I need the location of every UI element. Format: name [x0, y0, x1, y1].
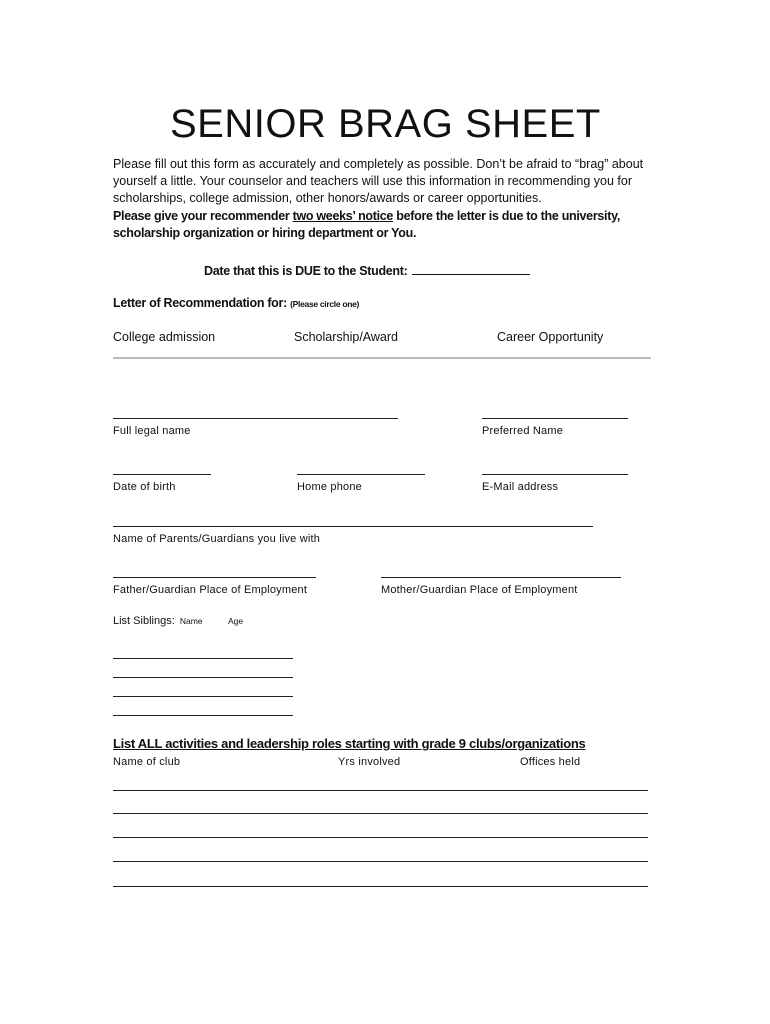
due-date-label: Date that this is DUE to the Student:: [204, 264, 408, 278]
mother-employment-label: Mother/Guardian Place of Employment: [381, 584, 578, 596]
parents-field[interactable]: [113, 526, 593, 527]
activity-line[interactable]: [113, 861, 648, 862]
parents-label: Name of Parents/Guardians you live with: [113, 533, 321, 545]
section-divider: [113, 357, 651, 359]
email-label: E-Mail address: [482, 481, 559, 493]
sibling-line[interactable]: [113, 696, 293, 697]
recommendation-row: [113, 296, 359, 310]
page-title: SENIOR BRAG SHEET: [170, 102, 601, 146]
preferred-name-field[interactable]: [482, 418, 628, 419]
dob-field[interactable]: [113, 474, 211, 475]
recommendation-label: Letter of Recommendation for:: [113, 296, 287, 310]
due-date-field[interactable]: [412, 262, 530, 275]
activities-heading: List ALL activities and leadership roles starting with grade 9 clubs/organizations: [113, 736, 586, 751]
sibling-line[interactable]: [113, 677, 293, 678]
full-name-label: Full legal name: [113, 425, 191, 437]
option-career-opportunity[interactable]: Career Opportunity: [497, 330, 604, 344]
activity-line[interactable]: [113, 813, 648, 814]
home-phone-field[interactable]: [297, 474, 425, 475]
column-name-of-club: Name of club: [113, 756, 181, 768]
siblings-label: List Siblings:: [113, 615, 175, 627]
option-college-admission[interactable]: College admission: [113, 330, 216, 344]
sibling-line[interactable]: [113, 715, 293, 716]
mother-employment-field[interactable]: [381, 577, 621, 578]
column-yrs-involved: Yrs involved: [338, 756, 401, 768]
father-employment-field[interactable]: [113, 577, 316, 578]
siblings-age-header: Age: [228, 616, 244, 626]
notice-text-post: before the letter is due to the university, scholarship organization or hiring department or You.: [113, 209, 620, 240]
preferred-name-label: Preferred Name: [482, 425, 564, 437]
full-name-field[interactable]: [113, 418, 398, 419]
sibling-line[interactable]: [113, 658, 293, 659]
dob-label: Date of birth: [113, 481, 176, 493]
siblings-row: [113, 615, 203, 627]
recommendation-hint: (Please circle one): [290, 299, 360, 309]
notice-underlined: two weeks’ notice: [292, 209, 394, 223]
notice-paragraph: [113, 208, 658, 242]
intro-paragraph: Please fill out this form as accurately and completely as possible. Don’t be afraid to “brag” about yourself a little. Your counselor and teachers will use this information in recommending you for scholarships, college admission, other honors/awards or career opportunities.: [113, 157, 644, 205]
siblings-name-header: Name: [179, 616, 203, 626]
due-date-row: [204, 262, 530, 278]
activity-line[interactable]: [113, 790, 648, 791]
column-offices-held: Offices held: [520, 756, 581, 768]
activity-line[interactable]: [113, 886, 648, 887]
notice-text-pre: Please give your recommender: [113, 209, 293, 223]
option-scholarship-award[interactable]: Scholarship/Award: [294, 330, 398, 344]
home-phone-label: Home phone: [297, 481, 362, 493]
email-field[interactable]: [482, 474, 628, 475]
father-employment-label: Father/Guardian Place of Employment: [113, 584, 308, 596]
activity-line[interactable]: [113, 837, 648, 838]
